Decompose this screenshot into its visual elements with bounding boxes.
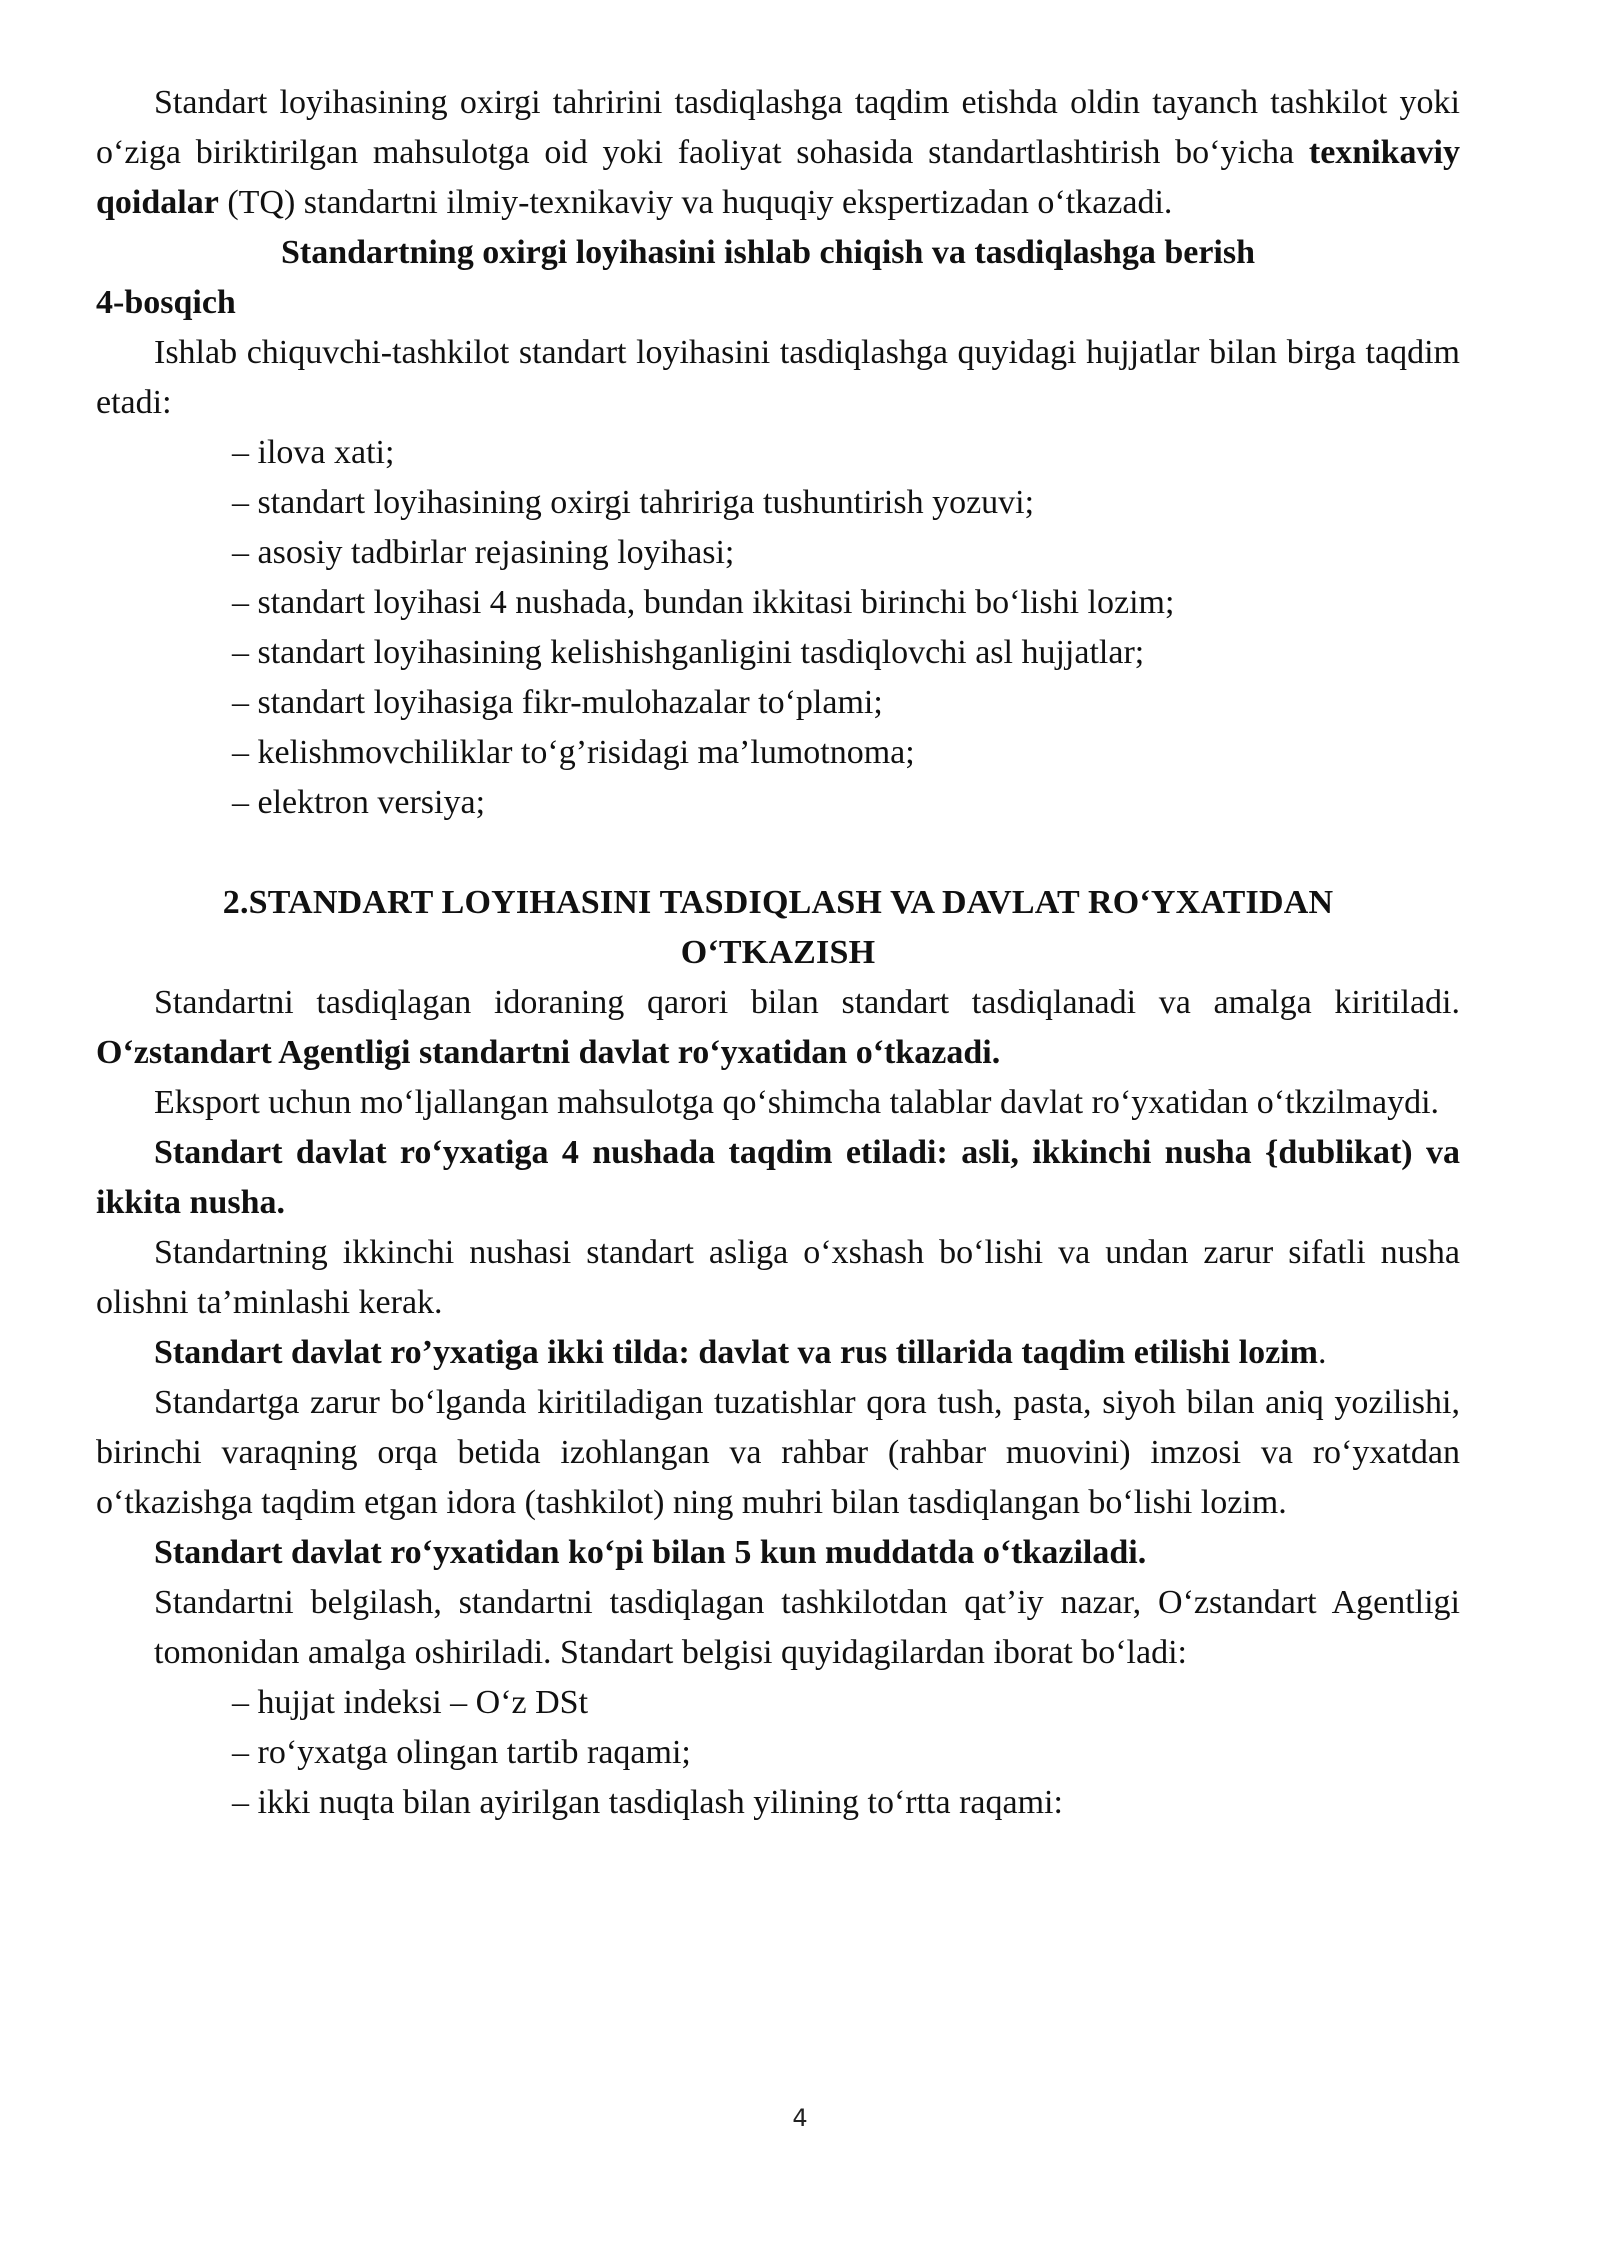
list-item: – kelishmovchiliklar to‘g’risidagi ma’lumotnoma; xyxy=(232,734,915,771)
paragraph-languages xyxy=(96,1328,1460,1378)
list-item: – standart loyihasining kelishishganligini tasdiqlovchi asl hujjatlar; xyxy=(232,634,1145,671)
list-item: – asosiy tadbirlar rejasining loyihasi; xyxy=(232,534,735,571)
list-item: – ikki nuqta bilan ayirilgan tasdiqlash yilining to‘rtta raqami: xyxy=(232,1784,1063,1821)
intro-paragraph xyxy=(96,78,1460,228)
paragraph-approval-text: Standartni tasdiqlagan idoraning qarori bilan standart tasdiqlanadi va amalga kiritiladi. xyxy=(154,984,1460,1021)
list-item: – ilova xati; xyxy=(232,434,395,471)
intro-text-b: (TQ) standartni ilmiy-texnikaviy va huquqiy ekspertizadan o‘tkazadi. xyxy=(218,184,1173,221)
paragraph-languages-bold: Standart davlat ro’yxatiga ikki tilda: davlat va rus tillarida taqdim etilishi lozim xyxy=(154,1334,1318,1371)
section-heading-line-1: 2.STANDART LOYIHASINI TASDIQLASH VA DAVLAT RO‘YXATIDAN xyxy=(222,884,1334,921)
paragraph-designation: Standartni belgilash, standartni tasdiqlagan tashkilotdan qat’iy nazar, O‘zstandart Agentligi tomonidan amalga oshiriladi. Standart belgisi quyidagilardan iborat bo‘ladi: xyxy=(154,1584,1460,1671)
stage-label: 4-bosqich xyxy=(96,284,236,321)
list-item: – standart loyihasining oxirgi tahririga tushuntirish yozuvi; xyxy=(232,484,1035,521)
paragraph-approval-bold: O‘zstandart Agentligi standartni davlat ro‘yxatidan o‘tkazadi. xyxy=(96,1034,1001,1071)
list-item: – ro‘yxatga olingan tartib raqami; xyxy=(232,1734,691,1771)
paragraph-copies: Standart davlat ro‘yxatiga 4 nushada taqdim etiladi: asli, ikkinchi nusha {dublikat) va ikkita nusha. xyxy=(96,1134,1460,1221)
document-page xyxy=(96,78,1460,1828)
stage-paragraph: Ishlab chiquvchi-tashkilot standart loyihasini tasdiqlashga quyidagi hujjatlar bilan birga taqdim etadi: xyxy=(96,334,1460,421)
list-item: – standart loyihasi 4 nushada, bundan ikkitasi birinchi bo‘lishi lozim; xyxy=(232,584,1175,621)
section-heading-line-2: O‘TKAZISH xyxy=(680,934,876,971)
paragraph-languages-tail: . xyxy=(1317,1334,1327,1371)
list-item: – hujjat indeksi – O‘z DSt xyxy=(232,1684,589,1721)
paragraph-corrections: Standartga zarur bo‘lganda kiritiladigan tuzatishlar qora tush, pasta, siyoh bilan aniq yozilishi, birinchi varaqning orqa betida izohlangan va rahbar (rahbar muovini) imzosi va ro‘yxatdan o‘tkazishga taqdim etgan idora (tashkilot) ning muhri bilan tasdiqlangan bo‘lishi lozim. xyxy=(96,1384,1460,1521)
page-number: 4 xyxy=(792,2104,808,2132)
paragraph-export: Eksport uchun mo‘ljallangan mahsulotga qo‘shimcha talablar davlat ro‘yxatidan o‘tkzilmaydi. xyxy=(154,1084,1440,1121)
list-item: – elektron versiya; xyxy=(232,784,486,821)
paragraph-approval xyxy=(96,978,1460,1078)
paragraph-deadline: Standart davlat ro‘yxatidan ko‘pi bilan 5 kun muddatda o‘tkaziladi. xyxy=(154,1534,1147,1571)
paragraph-second-copy: Standartning ikkinchi nushasi standart asliga o‘xshash bo‘lishi va undan zarur sifatli nusha olishni ta’minlashi kerak. xyxy=(96,1234,1460,1321)
stage-heading: Standartning oxirgi loyihasini ishlab chiqish va tasdiqlashga berish xyxy=(280,234,1255,271)
intro-bold-term: texnikaviy qoidalar xyxy=(96,134,1460,221)
section-heading xyxy=(96,878,1460,978)
list-item: – standart loyihasiga fikr-mulohazalar to‘plami; xyxy=(232,684,883,721)
intro-text-a: Standart loyihasining oxirgi tahririni tasdiqlashga taqdim etishda oldin tayanch tashkilot yoki o‘ziga biriktirilgan mahsulotga oid yoki faoliyat sohasida standartlashtirish bo‘yicha xyxy=(96,84,1460,171)
documents-list xyxy=(96,428,1460,828)
designation-list xyxy=(96,1678,1460,1828)
